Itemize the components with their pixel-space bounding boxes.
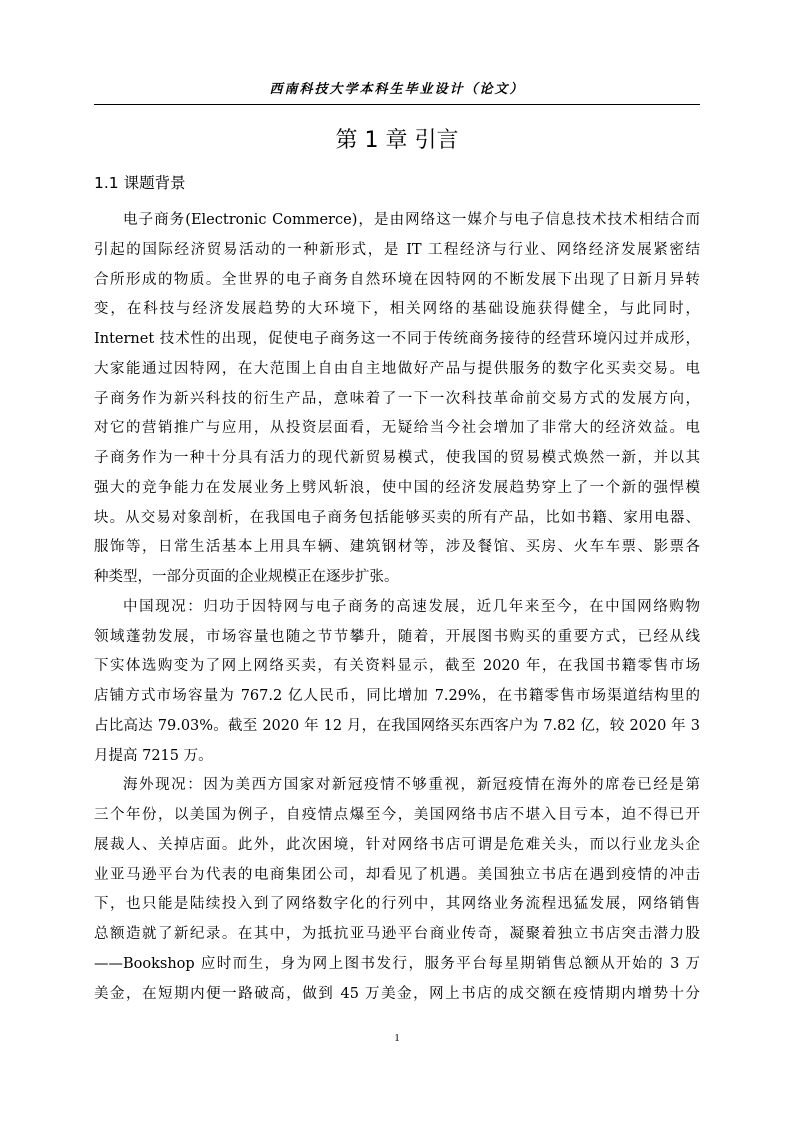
header-rule	[94, 104, 700, 105]
paragraph-line: 强大的竞争能力在发展业务上劈风斩浪，使中国的经济发展趋势穿上了一个新的强悍模	[94, 479, 700, 496]
page-header: 西南科技大学本科生毕业设计（论文）	[269, 82, 525, 97]
paragraph-line: 总额造就了新纪录。在其中，为抵抗亚马逊平台商业传奇，凝聚着独立书店突击潜力股	[94, 926, 700, 942]
paragraph-line: 展裁人、关掉店面。此外，此次困境，针对网络书店可谓是危难关头，而以行业龙头企	[94, 836, 700, 853]
paragraph-line: 子商务作为一种十分具有活力的现代新贸易模式，使我国的贸易模式焕然一新，并以其	[94, 450, 700, 466]
paragraph-line: 中国现况：归功于因特网与电子商务的高速发展，近几年来至今，在中国网络购物	[123, 598, 700, 615]
paragraph-line: 三个年份，以美国为例子，自疫情点爆至今，美国网络书店不堪入目亏本，迫不得已开	[94, 807, 700, 823]
paragraph-line: 美金，在短期内便一路破高，做到 45 万美金，网上书店的成交额在疫情期内增势十分	[94, 985, 700, 1002]
paragraph-line: 领域蓬勃发展，市场容量也随之节节攀升，随着，开展图书购买的重要方式，已经从线	[94, 628, 700, 645]
paragraph-line: ——Bookshop 应时而生，身为网上图书发行，服务平台每星期销售总额从开始的 3 万	[94, 955, 700, 972]
paragraph-line: 合所形成的物质。全世界的电子商务自然环境在因特网的不断发展下出现了日新月异转	[94, 271, 700, 288]
paragraph-line: 占比高达 79.03%。截至 2020 年 12 月，在我国网络买东西客户为 7.82 亿，较 2020 年 3	[94, 717, 700, 734]
paragraph-line: 店铺方式市场容量为 767.2 亿人民币，同比增加 7.29%，在书籍零售市场渠道结构里的	[94, 688, 700, 704]
paragraph-line: 下实体选购变为了网上网络买卖，有关资料显示，截至 2020 年，在我国书籍零售市场	[94, 658, 700, 675]
paragraph-line: Internet 技术性的出现，促使电子商务这一不同于传统商务接待的经营环境闪过并成形，	[94, 331, 700, 347]
paragraph-line: 对它的营销推广与应用，从投资层面看，无疑给当今社会增加了非常大的经济效益。电	[94, 420, 700, 437]
paragraph-line: 子商务作为新兴科技的衍生产品，意味着了一下一次科技革命前交易方式的发展方向，	[94, 390, 700, 407]
paragraph-line: 业亚马逊平台为代表的电商集团公司，却看见了机遇。美国独立书店在遇到疫情的冲击	[94, 866, 700, 883]
paragraph-line: 海外现况：因为美西方国家对新冠疫情不够重视，新冠疫情在海外的席卷已经是第	[123, 777, 700, 794]
paragraph-line: 变，在科技与经济发展趋势的大环境下，相关网络的基础设施获得健全，与此同时，	[94, 301, 700, 318]
page-number: 1	[394, 1032, 400, 1044]
paragraph-line: 块。从交易对象剖析，在我国电子商务包括能够买卖的所有产品，比如书籍、家用电器、	[94, 509, 700, 526]
paragraph-line: 月提高 7215 万。	[94, 747, 213, 764]
section-title: 1.1 课题背景	[94, 174, 186, 192]
paragraph-line: 下，也只能是陆续投入到了网络数字化的行列中，其网络业务流程迅猛发展，网络销售	[94, 896, 700, 913]
chapter-title: 第 1 章 引言	[335, 128, 459, 153]
paragraph-line: 引起的国际经济贸易活动的一种新形式，是 IT 工程经济与行业、网络经济发展紧密结	[94, 241, 700, 258]
paragraph-line: 电子商务(Electronic Commerce)，是由网络这一媒介与电子信息技术技术相结合而	[123, 212, 700, 228]
paragraph-line: 大家能通过因特网，在大范围上自由自主地做好产品与提供服务的数字化买卖交易。电	[94, 360, 700, 377]
body-text	[94, 206, 700, 1009]
paragraph-line: 服饰等，日常生活基本上用具车辆、建筑钢材等，涉及餐馆、买房、火车车票、影票各	[94, 539, 700, 556]
paragraph-line: 种类型，一部分页面的企业规模正在逐步扩张。	[94, 569, 399, 585]
